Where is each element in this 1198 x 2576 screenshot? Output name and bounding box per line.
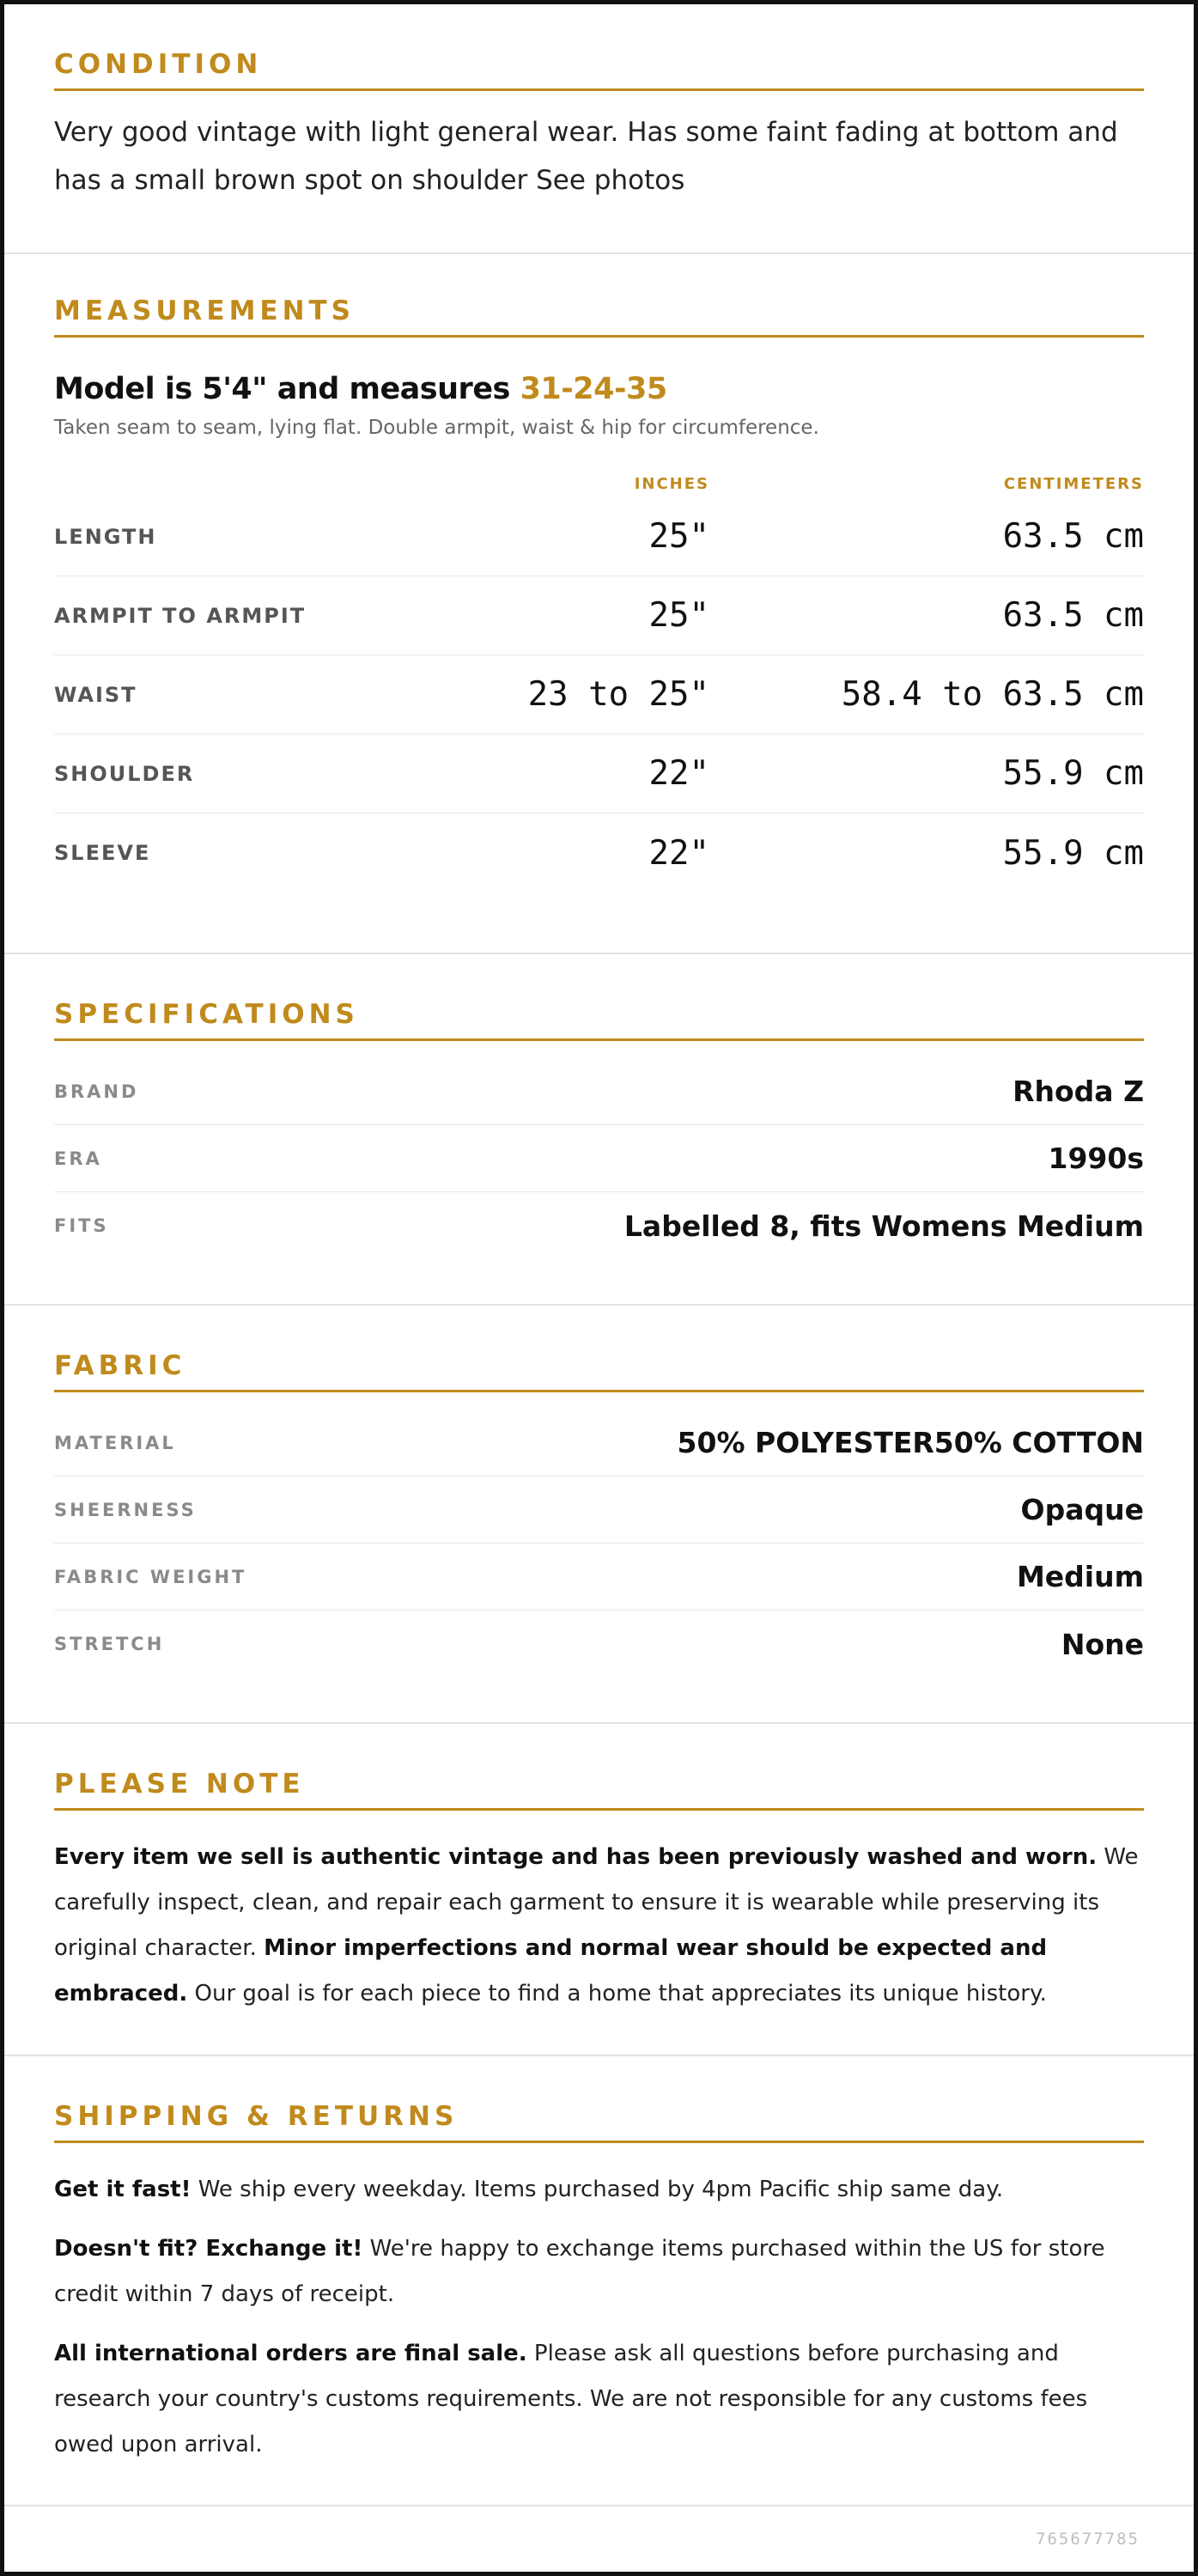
spec-value: Rhoda Z — [1013, 1075, 1144, 1108]
measurement-row-armpit — [54, 576, 1144, 655]
measurement-row-sleeve — [54, 813, 1144, 892]
spec-row-fits — [54, 1192, 1144, 1259]
specifications-title: SPECIFICATIONS — [54, 999, 1144, 1041]
measurement-label: SHOULDER — [54, 761, 195, 786]
measurements-subtitle: Taken seam to seam, lying flat. Double armpit, waist & hip for circumference. — [54, 417, 819, 439]
shipping-text-2: We're happy to exchange items purchased within the US for store credit within 7 days of receipt. — [54, 2236, 1105, 2307]
condition-title: CONDITION — [54, 49, 1144, 91]
measurement-cm: 58.4 to 63.5 cm — [841, 675, 1144, 714]
spec-value: Labelled 8, fits Womens Medium — [623, 1209, 1144, 1243]
measurement-label: SLEEVE — [54, 841, 151, 865]
fabric-section — [4, 1306, 1194, 1724]
model-measurements-prefix: Model is 5'4" and measures — [54, 372, 520, 406]
column-header-centimeters: CENTIMETERS — [1003, 475, 1144, 493]
shipping-title: SHIPPING & RETURNS — [54, 2101, 1144, 2143]
shipping-paragraph-1 — [54, 2167, 1144, 2213]
spec-label: BRAND — [54, 1081, 139, 1102]
fabric-row-sheerness — [54, 1477, 1144, 1544]
spec-row-brand — [54, 1058, 1144, 1125]
measurement-cm: 55.9 cm — [1002, 754, 1144, 793]
spec-label: FITS — [54, 1215, 109, 1236]
shipping-bold-2: Doesn't fit? Exchange it! — [54, 2236, 363, 2262]
fabric-row-weight — [54, 1544, 1144, 1611]
measurement-cm: 63.5 cm — [1002, 596, 1144, 635]
measurement-inches: 22" — [648, 754, 709, 793]
spec-row-era — [54, 1125, 1144, 1192]
model-measurements — [54, 372, 1144, 406]
measurement-inches: 23 to 25" — [527, 675, 709, 714]
please-note-title: PLEASE NOTE — [54, 1769, 1144, 1811]
note-text-2: Our goal is for each piece to find a home that appreciates its unique history. — [187, 1981, 1047, 2007]
note-bold-1: Every item we sell is authentic vintage and has been previously washed and worn. — [54, 1844, 1098, 1870]
measurement-inches: 25" — [648, 596, 709, 635]
fabric-value: 50% POLYESTER50% COTTON — [677, 1426, 1144, 1459]
shipping-paragraph-2 — [54, 2226, 1144, 2317]
fabric-value: Medium — [1016, 1560, 1144, 1593]
condition-section — [4, 4, 1194, 254]
fabric-label: STRETCH — [54, 1634, 165, 1654]
shipping-bold-3: All international orders are final sale. — [54, 2341, 527, 2366]
fabric-row-material — [54, 1410, 1144, 1477]
measurements-title: MEASUREMENTS — [54, 295, 1144, 338]
shipping-section — [4, 2056, 1194, 2506]
specifications-section — [4, 954, 1194, 1306]
fabric-label: FABRIC WEIGHT — [54, 1566, 247, 1587]
measurement-cm: 55.9 cm — [1002, 833, 1144, 873]
column-header-inches: INCHES — [634, 475, 709, 493]
spec-label: ERA — [54, 1148, 102, 1169]
measurement-row-waist — [54, 655, 1144, 734]
measurement-inches: 22" — [648, 833, 709, 873]
fabric-value: Opaque — [1020, 1493, 1144, 1526]
fabric-title: FABRIC — [54, 1350, 1144, 1392]
measurements-header — [54, 475, 1144, 497]
measurement-label: LENGTH — [54, 524, 157, 549]
measurement-row-length — [54, 497, 1144, 576]
product-id: 765677785 — [1036, 2530, 1140, 2549]
model-measurements-value: 31-24-35 — [520, 372, 667, 406]
spec-value: 1990s — [1048, 1142, 1144, 1175]
fabric-value: None — [1061, 1627, 1144, 1661]
shipping-paragraph-3 — [54, 2331, 1144, 2468]
please-note-section — [4, 1724, 1194, 2056]
fabric-label: MATERIAL — [54, 1432, 176, 1453]
shipping-text-3: Please ask all questions before purchasing and research your country's customs requirements. We are not responsible for any customs fees owed upon arrival. — [54, 2341, 1088, 2457]
measurement-cm: 63.5 cm — [1002, 517, 1144, 556]
shipping-bold-1: Get it fast! — [54, 2177, 192, 2202]
fabric-label: SHEERNESS — [54, 1499, 197, 1520]
condition-text: Very good vintage with light general wear. Has some faint fading at bottom and has a small brown spot on shoulder See photos — [54, 117, 1118, 196]
measurement-inches: 25" — [648, 517, 709, 556]
note-bold-2: Minor imperfections and normal wear should be expected and embraced. — [54, 1935, 1048, 2007]
measurements-section — [4, 254, 1194, 954]
shipping-text-1: We ship every weekday. Items purchased by 4pm Pacific ship same day. — [191, 2177, 1004, 2202]
measurement-label: WAIST — [54, 682, 137, 707]
note-text-1: We carefully inspect, clean, and repair each garment to ensure it is wearable while preserving its original character. — [54, 1844, 1139, 1961]
please-note-text — [54, 1835, 1144, 2017]
measurement-label: ARMPIT TO ARMPIT — [54, 603, 307, 628]
measurement-row-shoulder — [54, 734, 1144, 813]
fabric-row-stretch — [54, 1611, 1144, 1678]
